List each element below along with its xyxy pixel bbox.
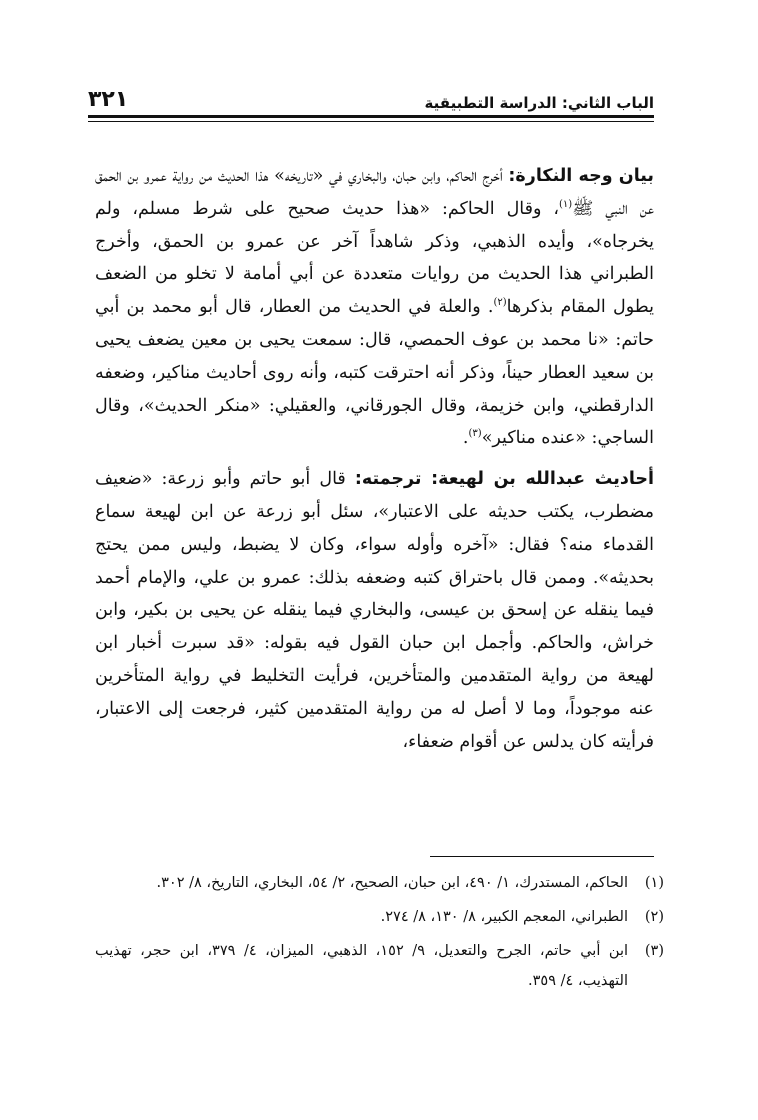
paragraph-heading: أحاديث عبدالله بن لهيعة: ترجمته: bbox=[354, 469, 655, 490]
footnote-text: ابن أبي حاتم، الجرح والتعديل، ٩/ ١٥٢، الذهبي، الميزان، ٤/ ٣٧٩، ابن حجر، تهذيب التهذيب، ٤/ ٣٥٩. bbox=[95, 943, 629, 989]
footnote-marker: (١) bbox=[559, 198, 573, 210]
page-number: ٣٢١ bbox=[88, 87, 129, 112]
header-rule-thin bbox=[88, 121, 654, 122]
text-run: ، وقال الحاكم: «هذا حديث صحيح على شرط مسلم، ولم يخرجاه»، وأيده الذهبي، وذكر شاهداً آخر عن عمرو بن الحمق، وأخرج الطبراني هذا الحديث من روايات متعددة عن أبي أمامة لا تخلو من الضعف يطول المقام بذكرها bbox=[95, 198, 654, 318]
footnote-item bbox=[95, 868, 664, 898]
footnote-item bbox=[95, 902, 664, 932]
footnote-number: (١) bbox=[644, 875, 664, 891]
paragraph-heading: بيان وجه النكارة: bbox=[508, 166, 654, 186]
paragraph-ibn-lahia bbox=[95, 463, 654, 758]
body-text bbox=[95, 160, 654, 758]
footnote-separator bbox=[430, 856, 654, 857]
footnotes bbox=[95, 868, 664, 1000]
header-rule-thick bbox=[88, 115, 654, 118]
footnote-item bbox=[95, 936, 664, 996]
footnote-number: (٢) bbox=[644, 909, 664, 925]
footnote-text: الطبراني، المعجم الكبير، ٨/ ١٣٠، ٨/ ٢٧٤. bbox=[380, 909, 628, 925]
footnote-marker: (٢) bbox=[493, 297, 507, 309]
paragraph-nakara bbox=[95, 160, 654, 455]
running-title: الباب الثاني: الدراسة التطبيقية bbox=[424, 94, 654, 112]
text-run: . bbox=[462, 428, 469, 449]
text-run: قال أبو حاتم وأبو زرعة: «ضعيف مضطرب، يكتب حديثه على الاعتبار»، سئل أبو زرعة عن ابن لهيعة سماع القدماء منه؟ فقال: «آخره وأوله سواء، وكان لا يضبط، وليس ممن يحتج بحديثه». وممن قال باحتراق كتبه وضعفه بذلك: عمرو بن علي، والإمام أحمد فيما ينقله عن إسحق بن عيسى، والبخاري فيما ينقله عن يحيى بن بكير، وابن خراش، والحاكم. وأجمل ابن حبان القول فيه بقوله: «قد سبرت أخبار ابن لهيعة من رواية المتقدمين والمتأخرين، فرأيت التخليط في رواية المتأخرين عنه موجوداً، وما لا أصل له من رواية المتقدمين كثير، فرجعت إلى الاعتبار، فرأيته كان يدلس عن أقوام ضعفاء، bbox=[95, 469, 654, 752]
footnote-text: الحاكم، المستدرك، ١/ ٤٩٠، ابن حبان، الصحيح، ٢/ ٥٤، البخاري، التاريخ، ٨/ ٣٠٢. bbox=[156, 875, 628, 891]
footnote-number: (٣) bbox=[644, 943, 664, 959]
page-header bbox=[88, 80, 654, 112]
footnote-marker: (٣) bbox=[468, 428, 482, 440]
text-run: . والعلة في الحديث من العطار، قال أبو محمد بن أبي حاتم: «نا محمد بن عوف الحمصي، قال: سمعت يحيى بن معين يضعف يحيى بن سعيد العطار حيناً، وذكر أنه احترقت كتبه، وأنه روى أحاديث مناكير، وضعفه الدارقطني، وابن خزيمة، وقال الجورقاني، والعقيلي: «منكر الحديث»، وقال الساجي: «عنده مناكير» bbox=[95, 297, 654, 449]
text-run: أخرج الحاكم، وابن حبان، والبخاري في «تاريخه» هذا الحديث من رواية عمرو بن الحمق عن النبي ﷺ bbox=[95, 166, 654, 219]
